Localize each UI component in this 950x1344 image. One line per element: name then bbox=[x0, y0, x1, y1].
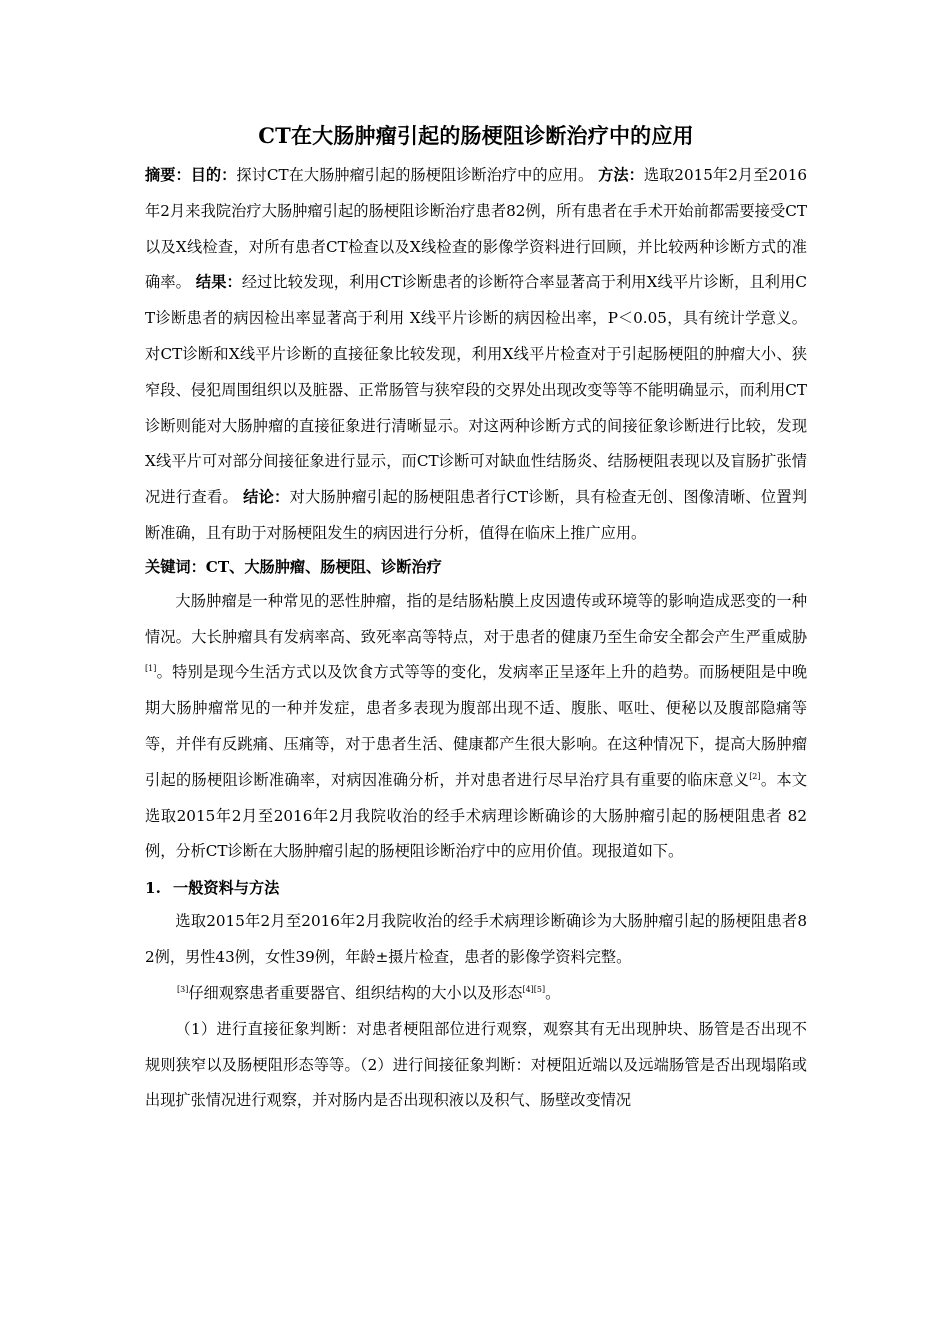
section-1-paragraph-3: （1）进行直接征象判断：对患者梗阻部位进行观察，观察其有无出现肿块、肠管是否出现不规则狭窄以及肠梗阻形态等等。（2）进行间接征象判断：对梗阻近端以及远端肠管是否出现塌陷或出现扩张情况进行观察，并对肠内是否出现积液以及积气、肠壁改变情况 bbox=[145, 1019, 807, 1110]
section-1-paragraph-2-text: 仔细观察患者重要器官、组织结构的大小以及形态 bbox=[188, 983, 523, 1002]
citation-1: [1] bbox=[145, 664, 157, 674]
intro-text-3: 。本文选取2015年2月至2016年2月我院收治的经手术病理诊断确诊的大肠肿瘤引起的肠梗阻患者 82例，分析CT诊断在大肠肿瘤引起的肠梗阻诊断治疗中的应用价值。现报道如下。 bbox=[145, 770, 808, 861]
citation-4-5: [4][5] bbox=[522, 984, 546, 994]
section-1-heading bbox=[145, 872, 807, 904]
section-1-paragraph-2 bbox=[145, 978, 807, 1008]
abstract bbox=[145, 158, 807, 552]
methods-label: 方法： bbox=[598, 166, 644, 184]
section-1-number: 1. bbox=[145, 879, 161, 898]
intro-text-2: 。特别是现今生活方式以及饮食方式等等的变化，发病率正呈逐年上升的趋势。而肠梗阻是中晚期大肠肿瘤常见的一种并发症，患者多表现为腹部出现不适、腹胀、呕吐、便秘以及腹部隐痛等等，并伴有反跳痛、压痛等，对于患者生活、健康都产生很大影响。在这种情况下，提高大肠肿瘤引起的肠梗阻诊断准确率，对病因准确分析，并对患者进行尽早治疗具有重要的临床意义 bbox=[145, 663, 807, 789]
section-1-paragraph-1: 选取2015年2月至2016年2月我院收治的经手术病理诊断确诊为大肠肿瘤引起的肠梗阻患者82例，男性43例，女性39例，年龄±摄片检查，患者的影像学资料完整。 bbox=[145, 912, 807, 966]
results-text: 经过比较发现，利用CT诊断患者的诊断符合率显著高于利用X线平片诊断，且利用CT诊断患者的病因检出率显著高于利用 X线平片诊断的病因检出率，P＜0.05，具有统计学意义。对CT诊断和X线平片诊断的直接征象比较发现，利用X线平片检查对于引起肠梗阻的肿瘤大小、狭窄段、侵犯周围组织以及脏器、正常肠管与狭窄段的交界处出现改变等等不能明确显示，而利用CT诊断则能对大肠肿瘤的直接征象进行清晰显示。对这两种诊断方式的间接征象诊断进行比较，发现X线平片可对部分间接征象进行显示，而CT诊断可对缺血性结肠炎、结肠梗阻表现以及盲肠扩张情况进行查看。 bbox=[145, 273, 808, 507]
conclusion-label: 结论： bbox=[243, 488, 290, 507]
document-page bbox=[145, 118, 807, 1119]
objective-text: 探讨CT在大肠肿瘤引起的肠梗阻诊断治疗中的应用。 bbox=[236, 166, 599, 184]
results-label: 结果： bbox=[195, 273, 242, 292]
keywords: 关键词：CT、大肠肿瘤、肠梗阻、诊断治疗 bbox=[145, 557, 442, 576]
document-title: CT在大肠肿瘤引起的肠梗阻诊断治疗中的应用 bbox=[258, 123, 694, 148]
citation-2: [2] bbox=[749, 771, 761, 781]
section-1-title: 一般资料与方法 bbox=[173, 879, 280, 898]
section-1-paragraph-2-end: 。 bbox=[545, 983, 561, 1002]
objective-label: 目的： bbox=[190, 166, 237, 184]
abstract-label: 摘要： bbox=[145, 166, 191, 184]
intro-paragraph bbox=[145, 584, 807, 870]
citation-3: [3] bbox=[177, 984, 189, 994]
conclusion-text: 对大肠肿瘤引起的肠梗阻患者行CT诊断，具有检查无创、图像清晰、位置判断准确，且有助于对肠梗阻发生的病因进行分析，值得在临床上推广应用。 bbox=[145, 488, 808, 542]
intro-text-1: 大肠肿瘤是一种常见的恶性肿瘤，指的是结肠粘膜上皮因遗传或环境等的影响造成恶变的一种情况。大长肿瘤具有发病率高、致死率高等特点，对于患者的健康乃至生命安全都会产生严重威胁 bbox=[145, 591, 807, 646]
methods-text: 选取2015年2月至2016年2月来我院治疗大肠肿瘤引起的肠梗阻诊断治疗患者82例，所有患者在手术开始前都需要接受CT以及X线检查，对所有患者CT检查以及X线检查的影像学资料进行回顾，并比较两种诊断方式的准确率。 bbox=[145, 166, 808, 292]
